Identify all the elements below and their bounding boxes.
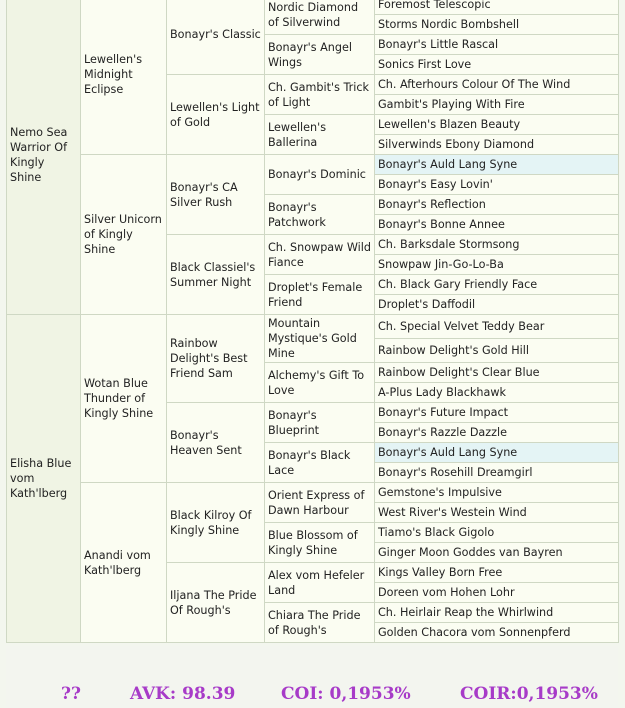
coir-stat: COIR:0,1953% <box>460 684 598 704</box>
g4-ancestor[interactable]: Bonayr's Patchwork <box>265 195 375 235</box>
g5-ancestor[interactable]: Snowpaw Jin-Go-Lo-Ba <box>375 255 619 275</box>
g5-ancestor[interactable]: Bonayr's Rosehill Dreamgirl <box>375 463 619 483</box>
g5-ancestor[interactable]: Ch. Barksdale Stormsong <box>375 235 619 255</box>
g5-ancestor[interactable]: Ginger Moon Goddes van Bayren <box>375 543 619 563</box>
g3-ancestor[interactable]: Rainbow Delight's Best Friend Sam <box>167 315 265 403</box>
g5-ancestor[interactable]: Bonayr's Future Impact <box>375 403 619 423</box>
coi-stat: COI: 0,1953% <box>281 684 411 704</box>
g5-ancestor[interactable]: Ch. Afterhours Colour Of The Wind <box>375 75 619 95</box>
dam-sire[interactable]: Wotan Blue Thunder of Kingly Shine <box>81 315 167 483</box>
g5-ancestor[interactable]: Ch. Black Gary Friendly Face <box>375 275 619 295</box>
g4-ancestor[interactable]: Bonayr's Blueprint <box>265 403 375 443</box>
g5-ancestor[interactable]: Tiamo's Black Gigolo <box>375 523 619 543</box>
g4-ancestor[interactable]: Droplet's Female Friend <box>265 275 375 315</box>
g5-ancestor[interactable]: Golden Chacora vom Sonnenpferd <box>375 623 619 643</box>
dam[interactable]: Elisha Blue vom Kath'lberg <box>7 315 81 643</box>
g3-ancestor[interactable]: Black Classiel's Summer Night <box>167 235 265 315</box>
pedigree-table <box>6 0 619 643</box>
stats-footer <box>6 646 618 708</box>
g5-ancestor[interactable]: Bonayr's Easy Lovin' <box>375 175 619 195</box>
g4-ancestor[interactable]: Alchemy's Gift To Love <box>265 363 375 403</box>
sire-sire[interactable]: Lewellen's Midnight Eclipse <box>81 0 167 155</box>
g5-ancestor-highlighted[interactable]: Bonayr's Auld Lang Syne <box>375 443 619 463</box>
g5-ancestor[interactable]: Rainbow Delight's Gold Hill <box>375 339 619 363</box>
g4-ancestor[interactable]: Bonayr's Angel Wings <box>265 35 375 75</box>
g3-ancestor[interactable]: Iljana The Pride Of Rough's <box>167 563 265 643</box>
g5-ancestor[interactable]: A-Plus Lady Blackhawk <box>375 383 619 403</box>
g3-ancestor[interactable]: Bonayr's Classic <box>167 0 265 75</box>
g5-ancestor[interactable]: Bonayr's Little Rascal <box>375 35 619 55</box>
g4-ancestor[interactable]: Mountain Mystique's Gold Mine <box>265 315 375 363</box>
g4-ancestor[interactable]: Ch. Gambit's Trick of Light <box>265 75 375 115</box>
sire[interactable]: Nemo Sea Warrior Of Kingly Shine <box>7 0 81 315</box>
g4-ancestor[interactable]: Orient Express of Dawn Harbour <box>265 483 375 523</box>
g5-ancestor[interactable]: Bonayr's Reflection <box>375 195 619 215</box>
g3-ancestor[interactable]: Bonayr's CA Silver Rush <box>167 155 265 235</box>
g5-ancestor[interactable]: Doreen vom Hohen Lohr <box>375 583 619 603</box>
g5-ancestor[interactable]: Ch. Heirlair Reap the Whirlwind <box>375 603 619 623</box>
g4-ancestor[interactable]: Nordic Diamond of Silverwind <box>265 0 375 35</box>
dam-dam[interactable]: Anandi vom Kath'lberg <box>81 483 167 643</box>
g5-ancestor[interactable]: Ch. Special Velvet Teddy Bear <box>375 315 619 339</box>
g5-ancestor[interactable]: Bonayr's Bonne Annee <box>375 215 619 235</box>
g5-ancestor[interactable]: Silverwinds Ebony Diamond <box>375 135 619 155</box>
g5-ancestor[interactable]: Foremost Telescopic <box>375 0 619 15</box>
g5-ancestor[interactable]: Gemstone's Impulsive <box>375 483 619 503</box>
sire-dam[interactable]: Silver Unicorn of Kingly Shine <box>81 155 167 315</box>
g4-ancestor[interactable]: Ch. Snowpaw Wild Fiance <box>265 235 375 275</box>
g5-ancestor[interactable]: West River's Westein Wind <box>375 503 619 523</box>
g3-ancestor[interactable]: Lewellen's Light of Gold <box>167 75 265 155</box>
unknown-stat: ?? <box>61 684 81 704</box>
g3-ancestor[interactable]: Black Kilroy Of Kingly Shine <box>167 483 265 563</box>
g5-ancestor[interactable]: Lewellen's Blazen Beauty <box>375 115 619 135</box>
g5-ancestor-highlighted[interactable]: Bonayr's Auld Lang Syne <box>375 155 619 175</box>
g4-ancestor[interactable]: Blue Blossom of Kingly Shine <box>265 523 375 563</box>
g5-ancestor[interactable]: Bonayr's Razzle Dazzle <box>375 423 619 443</box>
g4-ancestor[interactable]: Bonayr's Black Lace <box>265 443 375 483</box>
avk-stat: AVK: 98.39 <box>130 684 236 704</box>
g5-ancestor[interactable]: Storms Nordic Bombshell <box>375 15 619 35</box>
g5-ancestor[interactable]: Kings Valley Born Free <box>375 563 619 583</box>
g4-ancestor[interactable]: Lewellen's Ballerina <box>265 115 375 155</box>
g4-ancestor[interactable]: Alex vom Hefeler Land <box>265 563 375 603</box>
g5-ancestor[interactable]: Sonics First Love <box>375 55 619 75</box>
g5-ancestor[interactable]: Rainbow Delight's Clear Blue <box>375 363 619 383</box>
g5-ancestor[interactable]: Droplet's Daffodil <box>375 295 619 315</box>
g5-ancestor[interactable]: Gambit's Playing With Fire <box>375 95 619 115</box>
g4-ancestor[interactable]: Bonayr's Dominic <box>265 155 375 195</box>
g3-ancestor[interactable]: Bonayr's Heaven Sent <box>167 403 265 483</box>
g4-ancestor[interactable]: Chiara The Pride of Rough's <box>265 603 375 643</box>
